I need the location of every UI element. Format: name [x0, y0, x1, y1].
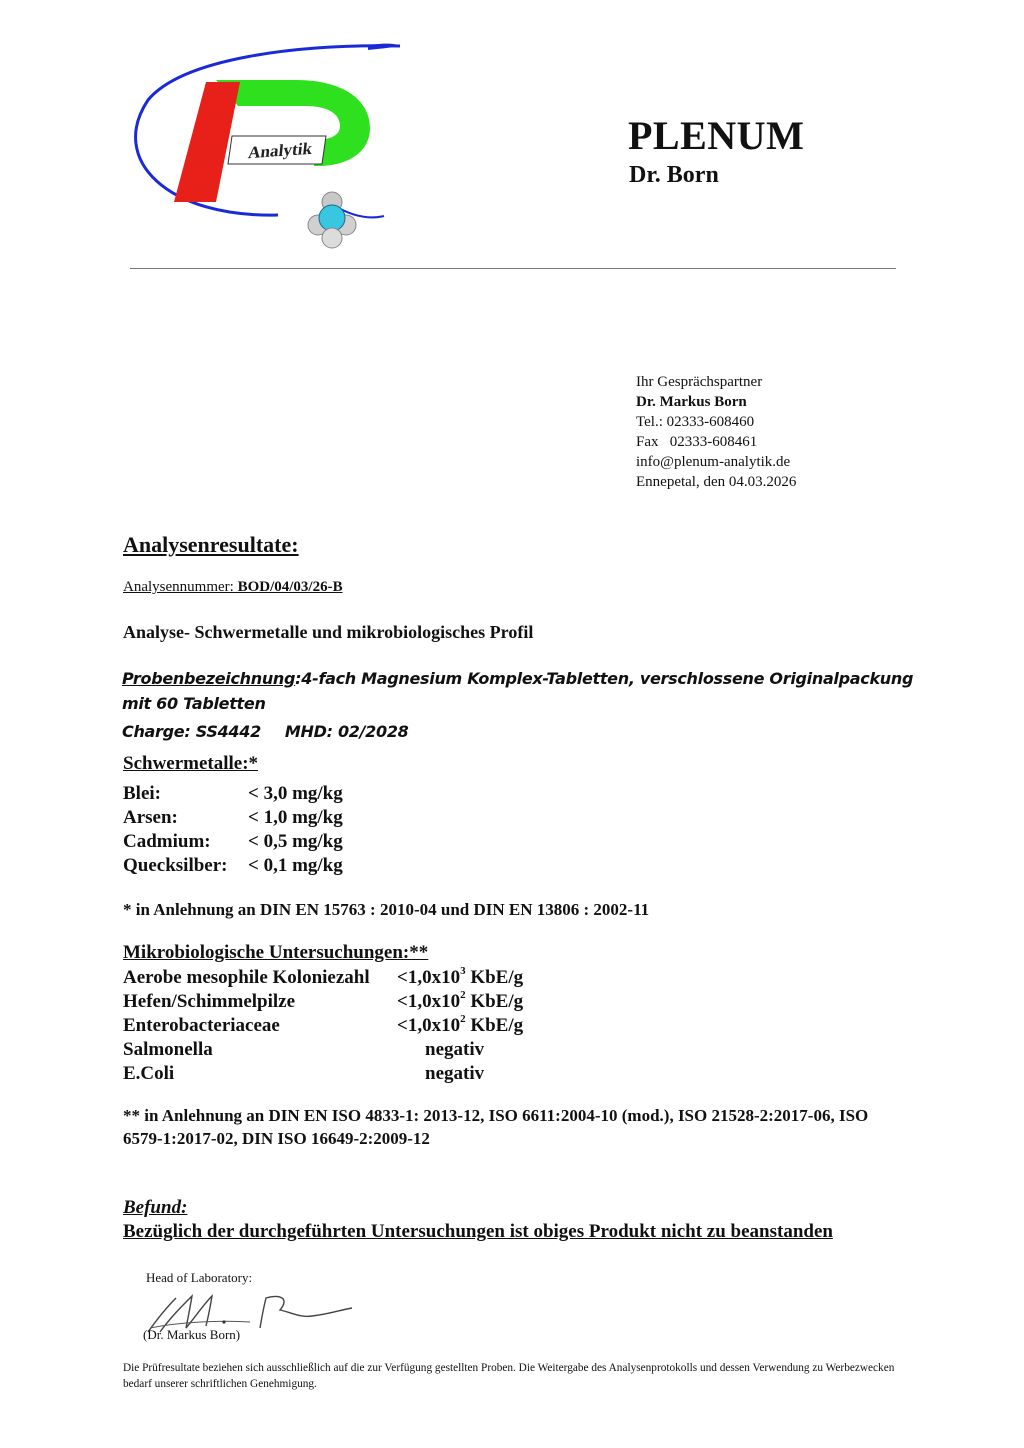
micro-name: Salmonella — [123, 1039, 213, 1060]
metal-name: Blei: — [123, 783, 161, 804]
charge-number: Charge: SS4442 — [122, 722, 261, 741]
micro-value — [397, 1014, 523, 1038]
befund-title: Befund: — [123, 1197, 188, 1218]
metal-value: < 0,5 mg/kg — [248, 831, 343, 852]
metal-value: < 1,0 mg/kg — [248, 807, 343, 828]
table-row — [123, 854, 343, 878]
table-row — [123, 1014, 523, 1038]
micro-value-base: <1,0x10 — [397, 991, 461, 1012]
micro-value-base: <1,0x10 — [397, 1015, 461, 1036]
heavy-metals-norm-note: * in Anlehnung an DIN EN 15763 : 2010-04 und DIN EN 13806 : 2002-11 — [123, 900, 650, 919]
micro-value-unit: KbE/g — [465, 967, 524, 988]
micro-value-exponent: 3 — [460, 964, 466, 977]
table-row — [123, 990, 523, 1014]
befund-text: Bezüglich der durchgeführten Untersuchungen ist obiges Produkt nicht zu beanstanden — [123, 1221, 833, 1242]
micro-value-exponent: 2 — [460, 988, 466, 1001]
micro-name: Enterobacteriaceae — [123, 1015, 280, 1036]
contact-fax: Fax 02333-608461 — [636, 434, 758, 450]
analysis-number — [123, 579, 343, 596]
micro-name: Hefen/Schimmelpilze — [123, 991, 296, 1012]
micro-value — [397, 966, 523, 990]
micro-value: negativ — [425, 1063, 485, 1084]
metal-value: < 0,1 mg/kg — [248, 855, 343, 876]
heavy-metals-table — [123, 782, 343, 878]
micro-value-exponent: 2 — [460, 1012, 466, 1025]
micro-value — [397, 990, 523, 1014]
contact-intro: Ihr Gesprächspartner — [636, 374, 763, 390]
page-title: Analysenresultate: — [123, 532, 299, 557]
metal-value: < 3,0 mg/kg — [248, 783, 343, 804]
signature-role: Head of Laboratory: — [146, 1270, 253, 1285]
company-subtitle: Dr. Born — [629, 162, 719, 188]
sample-label: Probenbezeichnung — [122, 669, 296, 688]
metal-name: Quecksilber: — [123, 855, 228, 876]
micro-name: Aerobe mesophile Koloniezahl — [123, 967, 370, 988]
signature-name: (Dr. Markus Born) — [143, 1327, 241, 1342]
micro-name: E.Coli — [123, 1063, 175, 1084]
sample-description — [122, 666, 922, 716]
sample-text: :4-fach Magnesium Komplex-Tabletten, verschlossene Originalpackung mit 60 Tabletten — [122, 669, 914, 713]
micro-table — [123, 966, 523, 1086]
table-row — [123, 966, 523, 990]
disclaimer-footer: Die Prüfresultate beziehen sich ausschließlich auf die zur Verfügung gestellten Proben. Die Weitergabe des Analysenprotokolls und dessen Verwendung zu Werbezwecken bedarf unserer schriftlichen Genehmigung. — [123, 1362, 895, 1390]
metal-name: Arsen: — [123, 807, 178, 828]
metal-name: Cadmium: — [123, 831, 211, 852]
micro-value-unit: KbE/g — [465, 1015, 524, 1036]
sample-batch — [122, 722, 409, 741]
micro-value-base: <1,0x10 — [397, 967, 461, 988]
table-row — [123, 1038, 523, 1062]
contact-tel: Tel.: 02333-608460 — [636, 414, 755, 430]
contact-email[interactable]: info@plenum-analytik.de — [636, 454, 791, 470]
header-divider — [130, 268, 896, 269]
heavy-metals-title: Schwermetalle:* — [123, 753, 259, 774]
contact-place-date: Ennepetal, den 04.03.2026 — [636, 474, 797, 490]
logo-word: Analytik — [247, 138, 314, 163]
micro-title: Mikrobiologische Untersuchungen:** — [123, 942, 429, 963]
table-row — [123, 830, 343, 854]
table-row — [123, 782, 343, 806]
table-row — [123, 1062, 523, 1086]
company-logo — [128, 40, 408, 260]
analysis-number-value: BOD/04/03/26-B — [237, 579, 343, 595]
micro-norm-note: ** in Anlehnung an DIN EN ISO 4833-1: 2013-12, ISO 6611:2004-10 (mod.), ISO 21528-2:2017-06, ISO 6579-1:2017-02, DIN ISO 16649-2:2009-12 — [123, 1106, 869, 1148]
analysis-subtitle: Analyse- Schwermetalle und mikrobiologisches Profil — [123, 622, 534, 642]
analysis-number-label: Analysennummer: — [123, 579, 238, 595]
micro-value: negativ — [425, 1039, 485, 1060]
table-row — [123, 806, 343, 830]
company-name: PLENUM — [628, 113, 805, 158]
best-before: MHD: 02/2028 — [284, 722, 409, 741]
micro-value-unit: KbE/g — [465, 991, 524, 1012]
contact-block — [636, 372, 796, 492]
contact-name: Dr. Markus Born — [636, 394, 747, 410]
